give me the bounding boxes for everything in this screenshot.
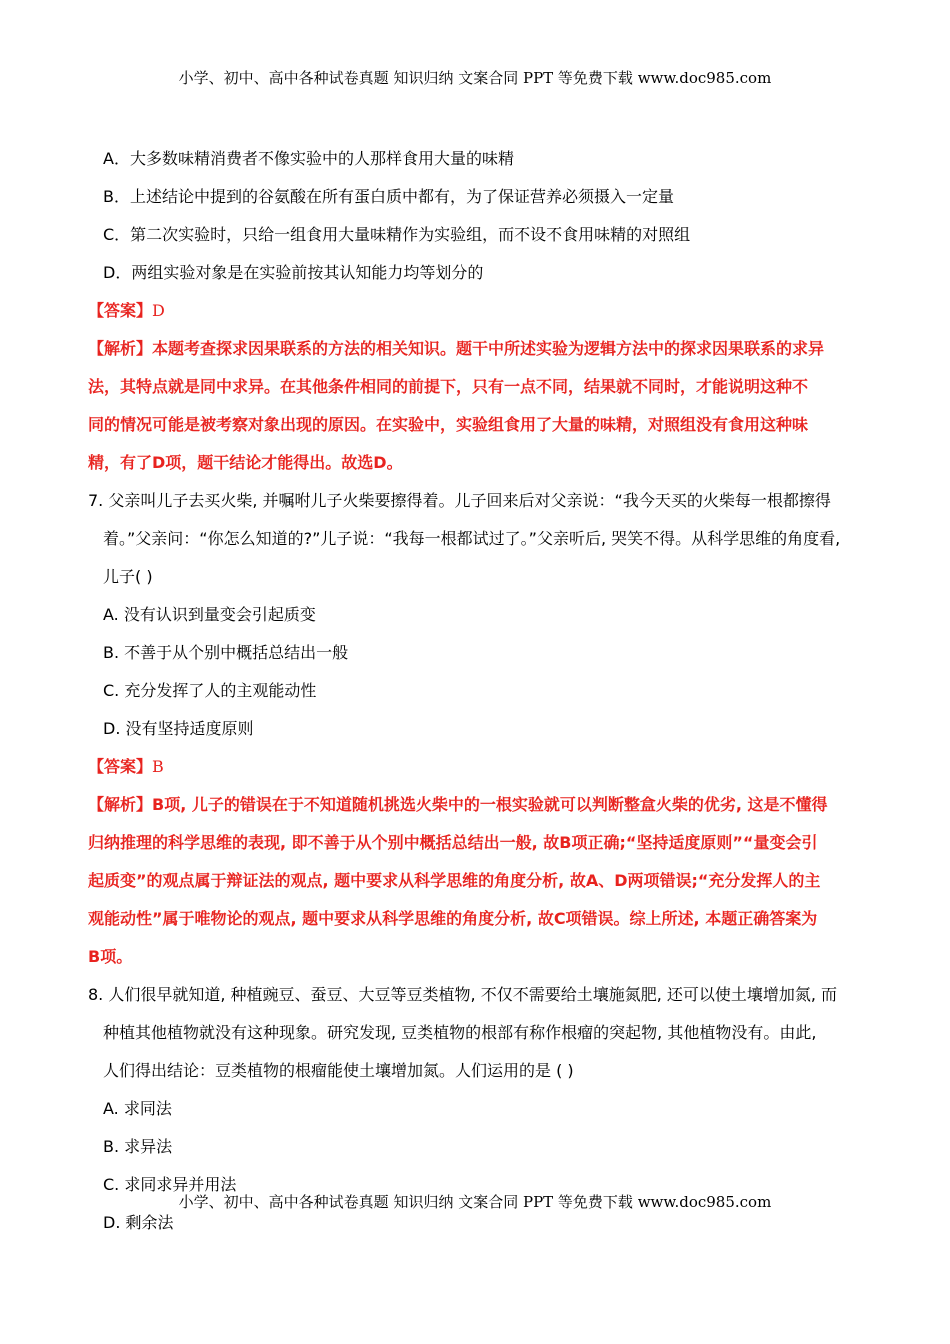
q6-analysis-line-1 (88, 330, 878, 368)
q8-option-c: C. 求同求异并用法 (103, 1175, 237, 1194)
q7-analysis-line-1 (88, 786, 878, 824)
answer-value: B (152, 757, 164, 776)
q7-analysis-line-4: 观能动性”属于唯物论的观点, 题中要求从科学思维的角度分析, 故C项错误。综上所述, 本题正确答案为 (88, 909, 818, 928)
page-header: 小学、初中、高中各种试卷真题 知识归纳 文案合同 PPT 等免费下载 www.doc985.com (178, 69, 772, 87)
q8-option-b: B. 求异法 (103, 1137, 173, 1156)
q7-analysis-line-3: 起质变”的观点属于辩证法的观点, 题中要求从科学思维的角度分析, 故A、D两项错误;“充分发挥人的主 (88, 871, 821, 890)
question-7 (88, 482, 878, 976)
q7-stem-line-1: 7. 父亲叫儿子去买火柴, 并嘱咐儿子火柴要擦得着。儿子回来后对父亲说：“我今天买的火柴每一根都擦得 (88, 491, 831, 510)
q6-option-c: C．第二次实验时，只给一组食用大量味精作为实验组，而不设不食用味精的对照组 (103, 225, 691, 244)
q7-analysis-line-2: 归纳推理的科学思维的表现, 即不善于从个别中概括总结出一般, 故B项正确;“坚持适度原则”“量变会引 (88, 833, 818, 852)
analysis-text: 本题考查探求因果联系的方法的相关知识。题干中所述实验为逻辑方法中的探求因果联系的求异 (152, 339, 825, 358)
analysis-label: 【解析】 (88, 795, 153, 814)
q6-analysis-line-4: 精，有了D项，题干结论才能得出。故选D。 (88, 453, 403, 472)
q7-option-d: D. 没有坚持适度原则 (103, 719, 254, 738)
q7-stem-line-2: 着。”父亲问：“你怎么知道的?”儿子说：“我每一根都试过了。”父亲听后, 哭笑不得。从科学思维的角度看, (103, 529, 841, 548)
q7-option-b: B. 不善于从个别中概括总结出一般 (103, 643, 349, 662)
document-body (88, 140, 878, 1242)
q8-stem-line-3: 人们得出结论：豆类植物的根瘤能使土壤增加氮。人们运用的是 ( ) (103, 1061, 574, 1080)
q7-analysis-line-5: B项。 (88, 947, 133, 966)
answer-value: D (152, 301, 165, 320)
q6-option-a: A．大多数味精消费者不像实验中的人那样食用大量的味精 (103, 149, 514, 168)
page-footer: 小学、初中、高中各种试卷真题 知识归纳 文案合同 PPT 等免费下载 www.doc985.com (178, 1193, 772, 1211)
q8-stem-line-1: 8. 人们很早就知道, 种植豌豆、蚕豆、大豆等豆类植物, 不仅不需要给土壤施氮肥, 还可以使土壤增加氮, 而 (88, 985, 838, 1004)
q6-option-b: B．上述结论中提到的谷氨酸在所有蛋白质中都有，为了保证营养必须摄入一定量 (103, 187, 674, 206)
question-6 (88, 140, 878, 482)
q7-stem-line-3: 儿子( ) (103, 567, 153, 586)
q8-option-a: A. 求同法 (103, 1099, 172, 1118)
q7-answer (88, 748, 878, 786)
q6-option-d: D．两组实验对象是在实验前按其认知能力均等划分的 (103, 263, 484, 282)
q7-option-a: A. 没有认识到量变会引起质变 (103, 605, 316, 624)
analysis-text: B项, 儿子的错误在于不知道随机挑选火柴中的一根实验就可以判断整盒火柴的优劣, 这是不懂得 (152, 795, 828, 814)
q7-option-c: C. 充分发挥了人的主观能动性 (103, 681, 317, 700)
answer-label: 【答案】 (88, 757, 153, 776)
q6-analysis-line-3: 同的情况可能是被考察对象出现的原因。在实验中，实验组食用了大量的味精，对照组没有食用这种味 (88, 415, 809, 434)
analysis-label: 【解析】 (88, 339, 153, 358)
q8-stem-line-2: 种植其他植物就没有这种现象。研究发现, 豆类植物的根部有称作根瘤的突起物, 其他植物没有。由此, (103, 1023, 817, 1042)
q8-option-d: D. 剩余法 (103, 1213, 174, 1232)
q6-analysis-line-2: 法，其特点就是同中求异。在其他条件相同的前提下，只有一点不同，结果就不同时，才能说明这种不 (88, 377, 809, 396)
q6-answer (88, 292, 878, 330)
answer-label: 【答案】 (88, 301, 153, 320)
